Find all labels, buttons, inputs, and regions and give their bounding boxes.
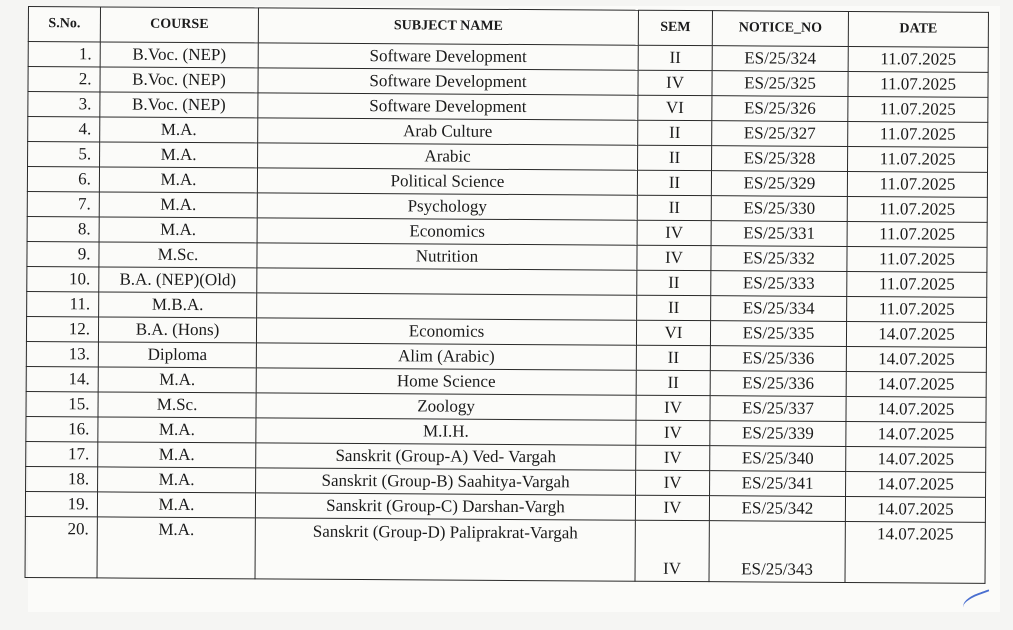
cell-date: 14.07.2025: [846, 372, 986, 398]
cell-notice-no: ES/25/330: [711, 196, 847, 222]
cell-course: M.A.: [99, 167, 257, 193]
pen-mark: [961, 589, 994, 612]
cell-notice-no: ES/25/324: [712, 46, 848, 72]
cell-sem: IV: [636, 445, 710, 470]
cell-course: Diploma: [98, 342, 256, 368]
cell-date: 11.07.2025: [847, 197, 987, 223]
cell-sno: 11.: [27, 291, 99, 316]
cell-course: M.A.: [98, 417, 256, 443]
cell-date: 11.07.2025: [847, 247, 987, 273]
cell-course: M.A.: [97, 492, 255, 518]
cell-course: M.A.: [99, 217, 257, 243]
cell-sno: 6.: [27, 167, 99, 192]
cell-course: M.A.: [98, 442, 256, 468]
cell-sem: II: [637, 170, 711, 195]
cell-date: 11.07.2025: [848, 97, 988, 123]
cell-notice-no: ES/25/325: [712, 71, 848, 97]
cell-subject: Arab Culture: [258, 118, 638, 145]
cell-date: 11.07.2025: [848, 47, 988, 73]
cell-subject: Alim (Arabic): [256, 343, 636, 370]
cell-sem: VI: [638, 95, 712, 120]
cell-subject: Psychology: [257, 193, 637, 220]
cell-notice-no: ES/25/326: [712, 96, 848, 122]
cell-notice-no: ES/25/331: [711, 221, 847, 247]
cell-course: M.A.: [98, 467, 256, 493]
cell-notice-no: ES/25/340: [710, 446, 846, 472]
cell-subject: Software Development: [258, 93, 638, 120]
cell-sno: 1.: [28, 42, 100, 67]
cell-date: 11.07.2025: [847, 297, 987, 323]
cell-subject: Political Science: [257, 168, 637, 195]
cell-date: 14.07.2025: [846, 472, 986, 498]
cell-sno: 10.: [27, 266, 99, 291]
cell-sem: II: [638, 45, 712, 70]
cell-sno: 20.: [25, 516, 97, 577]
header-sem: SEM: [638, 10, 712, 45]
cell-sem: IV: [636, 420, 710, 445]
cell-sno: 3.: [28, 92, 100, 117]
cell-sem: IV: [637, 220, 711, 245]
cell-sem: IV: [638, 70, 712, 95]
cell-notice-no: ES/25/336: [710, 346, 846, 372]
cell-subject: Nutrition: [257, 243, 637, 270]
notice-table: [25, 6, 989, 584]
notice-sheet: [28, 6, 1000, 612]
cell-course: M.A.: [100, 117, 258, 143]
cell-sno: 18.: [26, 466, 98, 491]
header-notice-no: NOTICE_NO: [712, 11, 848, 47]
cell-sno: 13.: [26, 341, 98, 366]
cell-subject: Sanskrit (Group-B) Saahitya-Vargah: [256, 468, 636, 495]
cell-subject: M.I.H.: [256, 418, 636, 445]
cell-date: 14.07.2025: [846, 347, 986, 373]
cell-subject: Software Development: [258, 43, 638, 70]
cell-course: M.A.: [100, 142, 258, 168]
cell-sno: 9.: [27, 241, 99, 266]
cell-sem: II: [636, 370, 710, 395]
cell-course: M.A.: [97, 517, 255, 579]
cell-sem: II: [637, 295, 711, 320]
cell-sem: II: [637, 270, 711, 295]
cell-sem: II: [637, 195, 711, 220]
cell-course: M.Sc.: [99, 242, 257, 268]
cell-date: 11.07.2025: [848, 72, 988, 98]
cell-notice-no: ES/25/333: [711, 271, 847, 297]
cell-subject: Sanskrit (Group-A) Ved- Vargah: [256, 443, 636, 470]
cell-notice-no: ES/25/342: [709, 496, 845, 522]
cell-sem: VI: [636, 320, 710, 345]
cell-course: B.Voc. (NEP): [100, 92, 258, 118]
cell-subject: Arabic: [258, 143, 638, 170]
cell-sem: IV: [635, 495, 709, 520]
cell-date: 14.07.2025: [846, 447, 986, 473]
cell-course: B.Voc. (NEP): [100, 67, 258, 93]
cell-sno: 14.: [26, 366, 98, 391]
header-row: [28, 7, 988, 48]
cell-date: 14.07.2025: [845, 522, 985, 584]
cell-subject: Economics: [256, 318, 636, 345]
cell-notice-no: ES/25/337: [710, 396, 846, 422]
cell-notice-no: ES/25/336: [710, 371, 846, 397]
cell-notice-no: ES/25/339: [710, 421, 846, 447]
cell-date: 14.07.2025: [846, 322, 986, 348]
header-subject-name: SUBJECT NAME: [258, 8, 638, 45]
cell-sno: 19.: [25, 491, 97, 516]
cell-sno: 5.: [28, 142, 100, 167]
cell-sno: 16.: [26, 416, 98, 441]
cell-subject: Software Development: [258, 68, 638, 95]
cell-date: 11.07.2025: [848, 147, 988, 173]
cell-notice-no: ES/25/328: [712, 146, 848, 172]
header-date: DATE: [848, 12, 988, 48]
cell-sem: II: [636, 345, 710, 370]
cell-sno: 17.: [26, 441, 98, 466]
cell-notice-no: ES/25/334: [711, 296, 847, 322]
cell-date: 14.07.2025: [845, 497, 985, 523]
cell-subject: Home Science: [256, 368, 636, 395]
cell-sno: 2.: [28, 67, 100, 92]
header-course: COURSE: [100, 7, 258, 43]
cell-subject: Zoology: [256, 393, 636, 420]
table-row: [25, 516, 985, 583]
cell-notice-no: ES/25/341: [710, 471, 846, 497]
cell-subject: Sanskrit (Group-D) Paliprakrat-Vargah: [255, 518, 635, 581]
cell-sno: 15.: [26, 391, 98, 416]
cell-notice-no: ES/25/335: [710, 321, 846, 347]
cell-subject: [257, 293, 637, 320]
cell-course: M.A.: [99, 192, 257, 218]
cell-sno: 8.: [27, 216, 99, 241]
cell-date: 11.07.2025: [847, 172, 987, 198]
cell-sno: 12.: [26, 316, 98, 341]
cell-course: B.A. (Hons): [98, 317, 256, 343]
cell-sem: II: [638, 145, 712, 170]
cell-date: 11.07.2025: [848, 122, 988, 148]
cell-sem: IV: [635, 520, 709, 581]
cell-notice-no: ES/25/332: [711, 246, 847, 272]
header-sno: S.No.: [28, 7, 100, 42]
cell-subject: Economics: [257, 218, 637, 245]
cell-subject: Sanskrit (Group-C) Darshan-Vargh: [255, 493, 635, 520]
cell-course: B.Voc. (NEP): [100, 42, 258, 68]
cell-notice-no: ES/25/327: [712, 121, 848, 147]
cell-date: 14.07.2025: [846, 422, 986, 448]
cell-sem: IV: [636, 470, 710, 495]
cell-sno: 7.: [27, 191, 99, 216]
cell-date: 11.07.2025: [847, 222, 987, 248]
cell-course: B.A. (NEP)(Old): [99, 267, 257, 293]
cell-date: 11.07.2025: [847, 272, 987, 298]
cell-course: M.Sc.: [98, 392, 256, 418]
cell-notice-no: ES/25/343: [709, 521, 845, 583]
cell-sem: IV: [637, 245, 711, 270]
cell-sem: II: [638, 120, 712, 145]
cell-course: M.A.: [98, 367, 256, 393]
cell-sem: IV: [636, 395, 710, 420]
cell-course: M.B.A.: [99, 292, 257, 318]
cell-subject: [257, 268, 637, 295]
cell-sno: 4.: [28, 117, 100, 142]
cell-date: 14.07.2025: [846, 397, 986, 423]
cell-notice-no: ES/25/329: [711, 171, 847, 197]
